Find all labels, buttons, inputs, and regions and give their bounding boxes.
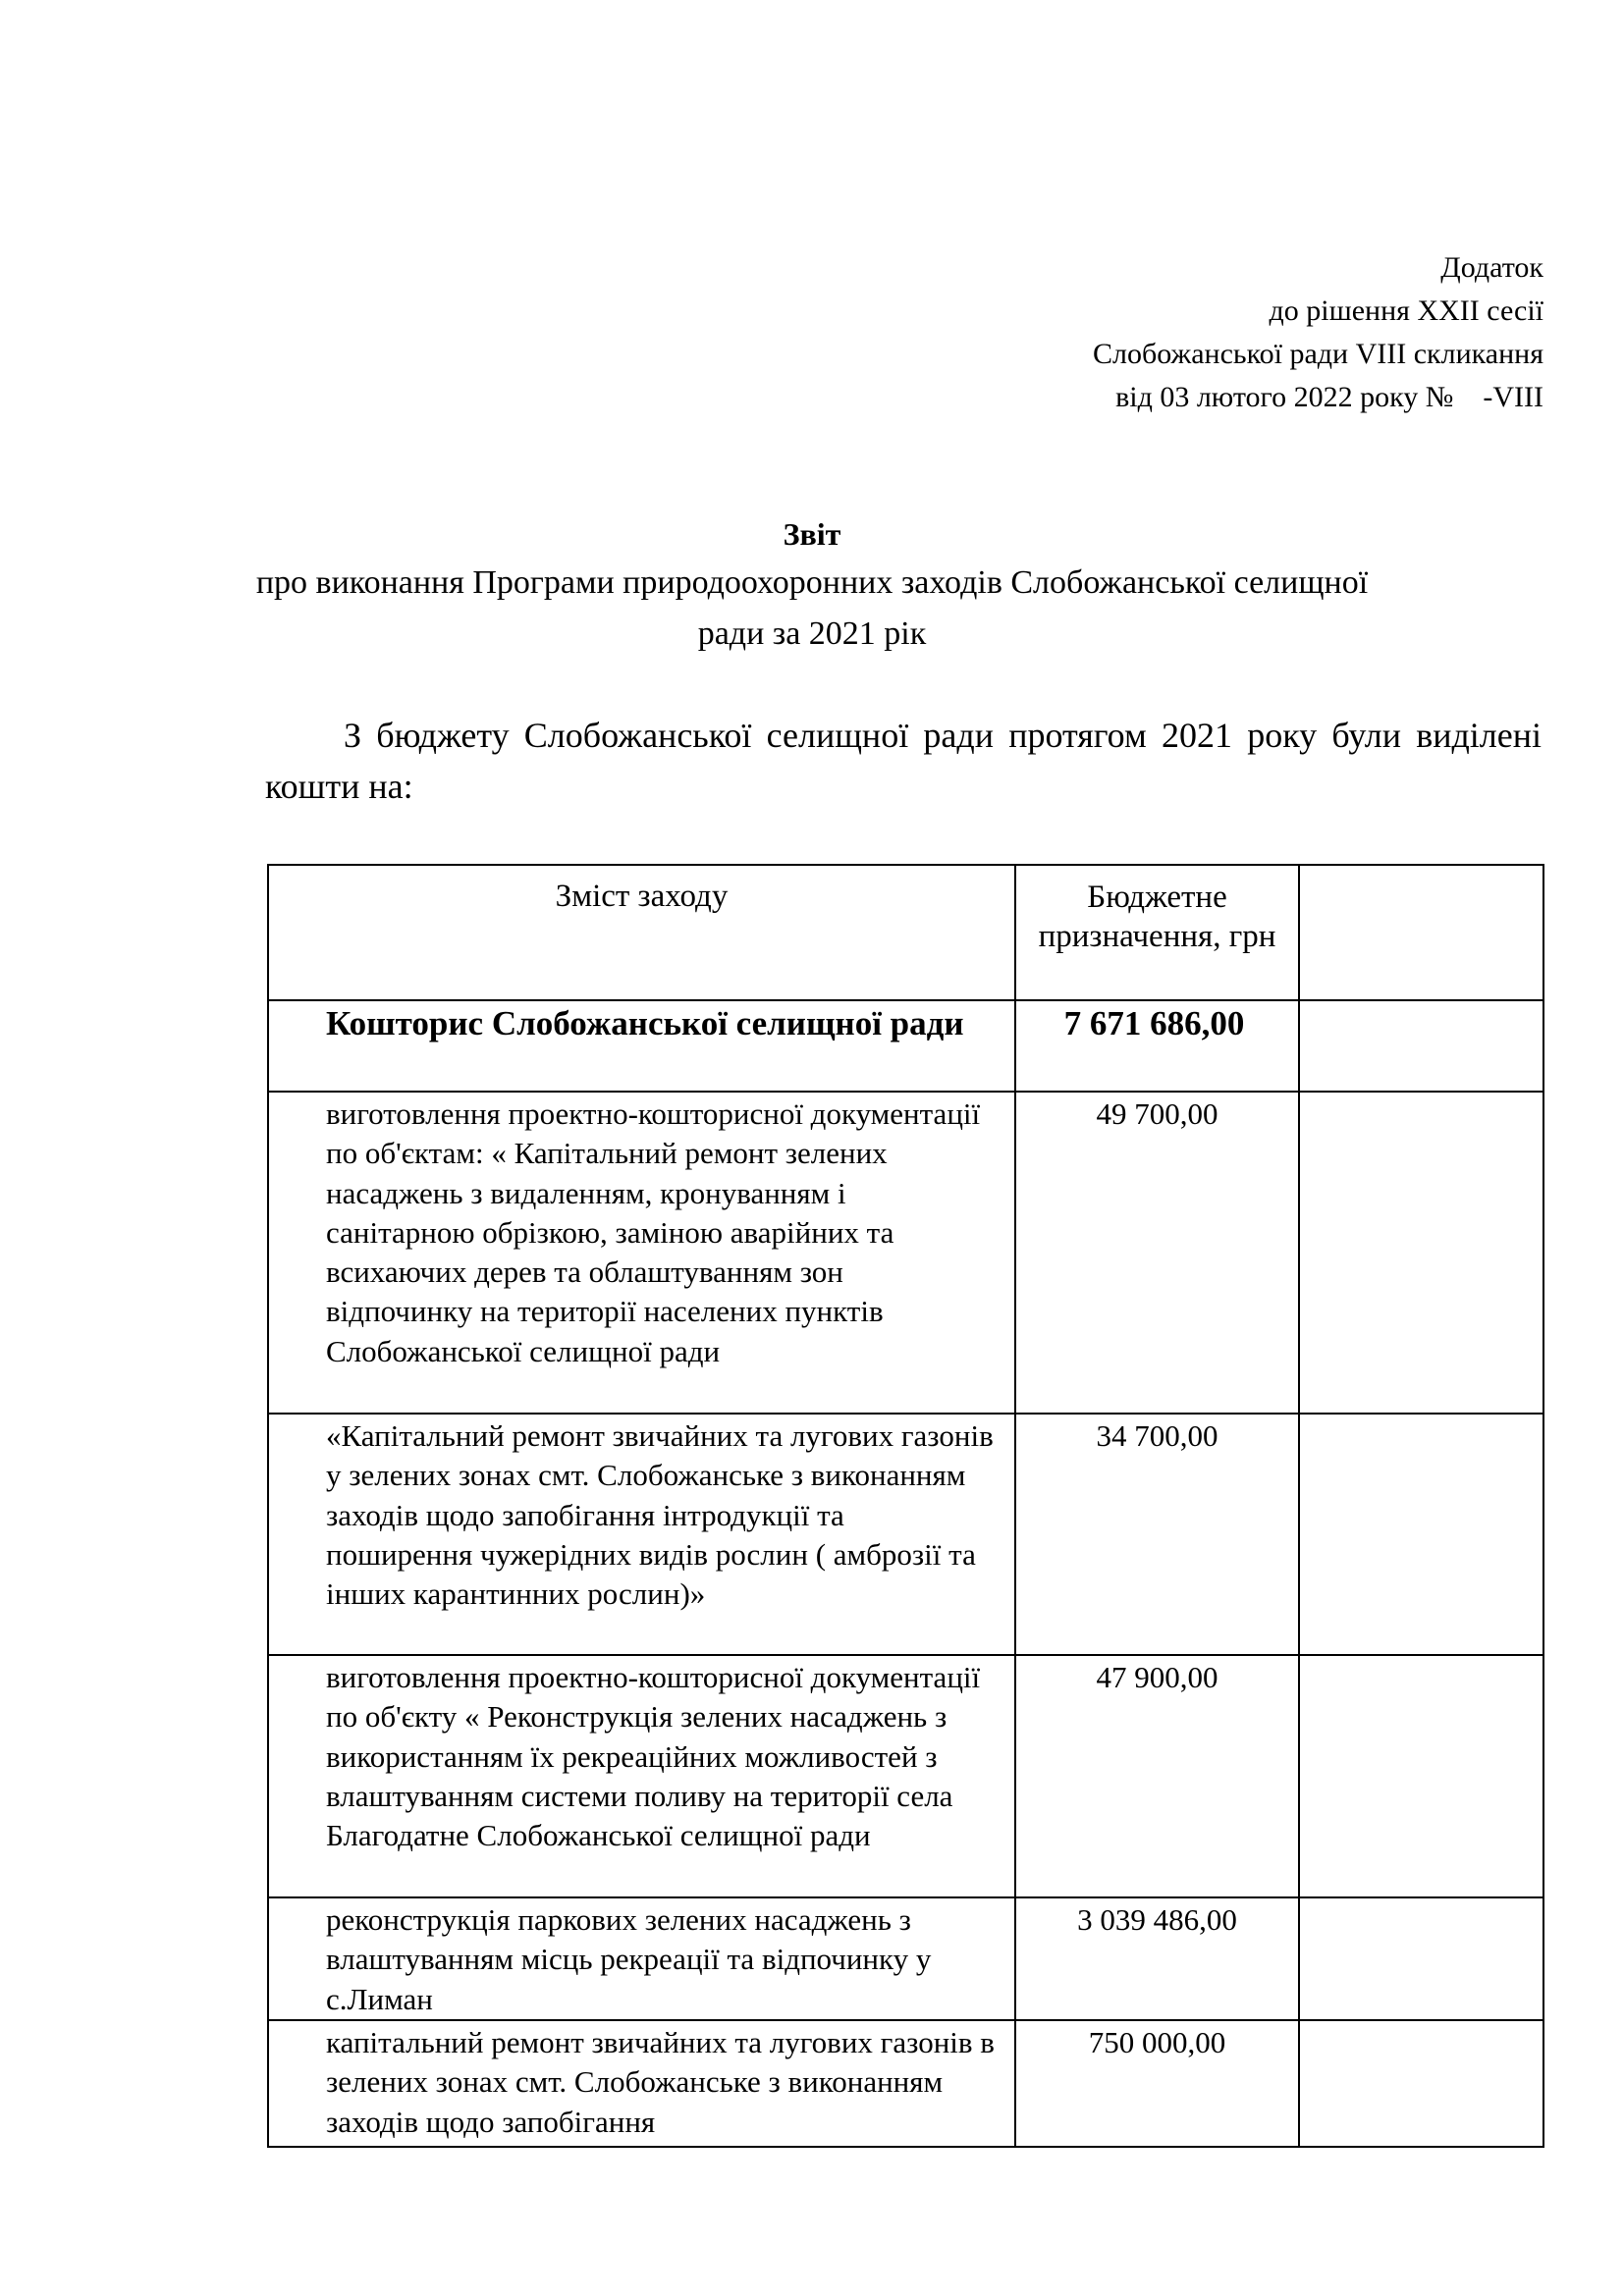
row-name: капітальний ремонт звичайних та лугових газонів в зелених зонах смт. Слобожанське з виконанням заходів щодо запобігання [326, 2025, 995, 2139]
row-value: 750 000,00 [1088, 2025, 1226, 2059]
table-header-row [268, 865, 1543, 1000]
table-row [268, 1897, 1543, 2020]
row-value-cell [1015, 1414, 1299, 1655]
row-name: виготовлення проектно-кошторисної документації по об'єкту « Реконструкція зелених насаджень з використанням їх рекреаційних можливостей з влаштуванням системи поливу на території села Благодатне Слобожанської селищної ради [326, 1660, 981, 1853]
report-title: Звіт [783, 516, 841, 552]
row-value-cell [1015, 1897, 1299, 2020]
table-total-row [268, 1000, 1543, 1092]
addendum-block [1093, 246, 1543, 419]
addendum-council: Слобожанської ради VIII скликання [1092, 338, 1543, 370]
row-extra-cell [1299, 1897, 1543, 2020]
row-name-cell [268, 1092, 1015, 1414]
total-name: Кошторис Слобожанської селищної ради [326, 1004, 964, 1042]
row-name: виготовлення проектно-кошторисної документації по об'єктам: « Капітальний ремонт зелених насаджень з видаленням, кронуванням і санітарною обрізкою, заміною аварійних та всихаючих дерев та облаштуванням зон відпочинку на території населених пунктів Слобожанської селищної ради [326, 1096, 981, 1368]
header-budget-label: Бюджетне призначення, грн [1038, 880, 1276, 954]
row-value: 34 700,00 [1096, 1418, 1218, 1453]
row-name-cell [268, 1414, 1015, 1655]
total-value-cell [1015, 1000, 1299, 1092]
header-budget-cell [1015, 865, 1299, 1000]
row-name: реконструкція паркових зелених насаджень з влаштуванням місць рекреації та відпочинку у с.Лиман [326, 1902, 932, 2016]
total-name-cell [268, 1000, 1015, 1092]
row-value: 47 900,00 [1096, 1660, 1218, 1694]
addendum-label: Додаток [1440, 251, 1543, 284]
row-value: 49 700,00 [1096, 1096, 1218, 1131]
row-name: «Капітальний ремонт звичайних та лугових газонів у зелених зонах смт. Слобожанське з виконанням заходів щодо запобігання інтродукції та поширення чужерідних видів рослин ( амброзії та інших карантинних рослин)» [326, 1418, 994, 1612]
row-value-cell [1015, 1655, 1299, 1897]
header-extra-cell [1299, 865, 1543, 1000]
table-row [268, 1414, 1543, 1655]
row-name-cell [268, 2020, 1015, 2147]
addendum-decision: до рішення XXII сесії [1269, 294, 1543, 327]
table-row [268, 1655, 1543, 1897]
table-row [268, 2020, 1543, 2147]
row-value-cell [1015, 2020, 1299, 2147]
row-name-cell [268, 1897, 1015, 2020]
addendum-date: від 03 лютого 2022 року № -VIII [1115, 381, 1543, 413]
total-extra-cell [1299, 1000, 1543, 1092]
row-name-cell [268, 1655, 1015, 1897]
table-row [268, 1092, 1543, 1414]
report-subtitle: про виконання Програми природоохоронних заходів Слобожанської селищної ради за 2021 рік [255, 564, 1369, 652]
row-value-cell [1015, 1092, 1299, 1414]
intro-paragraph: З бюджету Слобожанської селищної ради протягом 2021 року були виділені кошти на: [265, 716, 1542, 806]
row-extra-cell [1299, 1414, 1543, 1655]
report-heading [0, 510, 1624, 660]
header-content-label: Зміст заходу [555, 879, 729, 914]
row-value: 3 039 486,00 [1077, 1902, 1237, 1937]
total-value: 7 671 686,00 [1063, 1004, 1245, 1042]
budget-table [267, 864, 1544, 2148]
row-extra-cell [1299, 1655, 1543, 1897]
row-extra-cell [1299, 2020, 1543, 2147]
header-content-cell [268, 865, 1015, 1000]
row-extra-cell [1299, 1092, 1543, 1414]
